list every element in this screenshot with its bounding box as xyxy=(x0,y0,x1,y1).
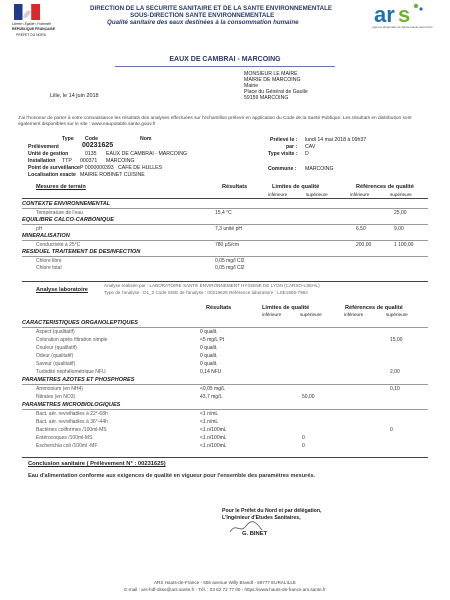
result-value: <0,05 mg/L xyxy=(200,386,226,392)
result-value: 0,14 NFU xyxy=(200,369,222,375)
param-name: Conductivité à 25°C xyxy=(36,242,81,248)
result-value: 43,7 mg/L xyxy=(200,394,223,400)
installation-nom: MARCOING xyxy=(106,158,135,164)
param-name: Nitrates (en NO3) xyxy=(36,394,76,400)
result-value: 0 qualit. xyxy=(200,361,218,367)
ref-sup: 0 xyxy=(390,427,393,433)
param-name: Escherichia coli /100ml -MF xyxy=(36,443,98,449)
unite-nom: EAUX DE CAMBRAI - MARCOING xyxy=(106,151,187,157)
logo-country: RÉPUBLIQUE FRANÇAISE xyxy=(12,27,55,31)
localisation-label: Localisation exacte xyxy=(28,172,76,178)
recipient-line: Place du Général de Gaulle xyxy=(244,89,308,95)
col-nom: Nom xyxy=(140,136,152,142)
page-title: EAUX DE CAMBRAI - MARCOING xyxy=(169,56,281,63)
prelevement-label: Prélèvement xyxy=(28,144,59,150)
section-title: RESIDUEL TRAITEMENT DE DESINFECTION xyxy=(22,249,141,255)
installation-label: Installation xyxy=(28,158,56,164)
result-value: 0 qualit. xyxy=(200,353,218,359)
par-value: CAV xyxy=(305,144,316,150)
limit-sup: 50,00 xyxy=(302,394,315,400)
signature-name: G. BINET xyxy=(242,531,268,537)
ref-sup: 0,10 xyxy=(390,386,400,392)
param-name: Entérocoques /100ml-MS xyxy=(36,435,93,441)
col-limits: Limites de qualité xyxy=(262,305,310,311)
result-value: 780 µS/cm xyxy=(215,242,240,248)
preleve-label: Prélevé le : xyxy=(270,137,298,143)
svg-text:ar: ar xyxy=(374,2,395,26)
result-value: 0 qualit. xyxy=(200,329,218,335)
labo-title: Analyse laboratoire xyxy=(36,287,88,293)
col-refs: Références de qualité xyxy=(356,184,414,190)
ref-sup: 1 100,00 xyxy=(394,242,414,248)
point-label: Point de surveillance xyxy=(28,165,80,171)
logo-motto: Liberté • Égalité • Fraternité xyxy=(12,22,51,26)
labo-line-2: Type de l'analyse : D1_2 Code SISE de l'analyse : 00219625 Référence laboratoire : LSE1805-7984 xyxy=(104,290,308,295)
param-name: Odeur (qualitatif) xyxy=(36,353,74,359)
param-name: pH xyxy=(36,226,43,232)
col-code: Code xyxy=(85,136,98,142)
col-type: Type xyxy=(62,136,74,142)
sub-sup: supérieure xyxy=(386,312,408,317)
param-name: Saveur (qualitatif) xyxy=(36,361,76,367)
republique-logo xyxy=(12,4,58,40)
header-line-3: Qualité sanitaire des eaux destinées à la consommation humaine xyxy=(107,19,299,26)
svg-text:s: s xyxy=(398,2,411,26)
signature-line-1: Pour le Préfet du Nord et par délégation, xyxy=(222,508,322,514)
sub-inf: inférieure xyxy=(344,312,364,317)
result-value: 7,3 unité pH xyxy=(215,226,242,232)
type-visite-value: D xyxy=(305,151,309,157)
recipient-line: Mairie xyxy=(244,83,259,89)
param-name: Aspect (qualitatif) xyxy=(36,329,75,335)
point-nom: CAFE DE HULLES xyxy=(118,165,163,171)
signature-line-2: L'Ingénieur d'Etudes Sanitaires, xyxy=(222,515,301,521)
limit-sup: 0 xyxy=(302,443,305,449)
recipient-address xyxy=(244,71,318,101)
result-value: <1 n/100mL xyxy=(200,435,227,441)
ref-sup: 15,00 xyxy=(390,337,403,343)
footer-line-1: ARS Hauts-de-France - 556 avenue Willy Brandt - 59777 EURALILLE xyxy=(154,580,296,585)
ref-inf: 6,50 xyxy=(356,226,366,232)
section-title: CARACTERISTIQUES ORGANOLEPTIQUES xyxy=(22,320,138,326)
recipient-line: 59159 MARCOING xyxy=(244,95,289,101)
commune-label: Commune : xyxy=(268,166,297,172)
ars-logo xyxy=(372,2,444,36)
recipient-line: MONSIEUR LE MAIRE xyxy=(244,71,298,77)
type-visite-label: Type visite : xyxy=(268,151,298,157)
param-name: Température de l'eau xyxy=(36,210,83,216)
section-title: PARAMETRES AZOTES ET PHOSPHORES xyxy=(22,377,135,383)
result-value: <1 n/100mL xyxy=(200,443,227,449)
unite-label: Unité de gestion xyxy=(28,151,69,157)
result-value: 0 qualit. xyxy=(200,345,218,351)
header-line-1: DIRECTION DE LA SECURITE SANITAIRE ET DE LA SANTE ENVIRONNEMENTALE xyxy=(90,5,333,12)
result-value: <1 n/mL xyxy=(200,411,219,417)
section-title: EQUILIBRE CALCO-CARBONIQUE xyxy=(22,217,114,223)
prelevement-value: 00231625 xyxy=(82,142,114,149)
ref-inf: 200,00 xyxy=(356,242,372,248)
param-name: Bactéries coliformes /100ml-MS xyxy=(36,427,107,433)
point-code: P 0000000393 xyxy=(80,165,114,171)
section-title: PARAMETRES MICROBIOLOGIQUES xyxy=(22,402,121,408)
param-name: Chlore libre xyxy=(36,258,62,264)
limit-sup: 0 xyxy=(302,435,305,441)
param-name: Coloration après filtration simple xyxy=(36,337,108,343)
conclusion-text: Eau d'alimentation conforme aux exigences de qualité en vigueur pour l'ensemble des paramètres mesurés. xyxy=(28,473,316,479)
result-value: <1 n/100mL xyxy=(200,427,227,433)
param-name: Turbidité néphélométrique NFU xyxy=(36,369,106,375)
ref-sup: 9,00 xyxy=(394,226,404,232)
preleve-value: lundi 14 mai 2018 à 09h37 xyxy=(305,137,367,143)
terrain-title: Mesures de terrain xyxy=(36,184,86,190)
result-value: 0,05 mg/l Cl2 xyxy=(215,258,245,264)
result-value: <5 mg/L Pt xyxy=(200,337,225,343)
sub-inf: inférieure xyxy=(350,192,370,197)
sub-sup: supérieure xyxy=(300,312,322,317)
par-label: par : xyxy=(286,144,298,150)
commune-value: MARCOING xyxy=(305,166,334,172)
param-name: Couleur (qualitatif) xyxy=(36,345,77,351)
conclusion-title: Conclusion sanitaire ( Prélèvement N° : 00231625) xyxy=(28,461,166,467)
unite-code: 0135 xyxy=(85,151,97,157)
sub-sup: supérieure xyxy=(306,192,328,197)
intro-text: J'ai l'honneur de porter à votre connaissance les résultats des analyses effectuées sur l'échantillon prélevé en application du Code de la Santé Publique. Les résultats en distribution sont également disponibles sur le site : www.eaupotable.sante.gouv.fr xyxy=(18,116,412,127)
header-line-2: SOUS-DIRECTION SANTE ENVIRONNEMENTALE xyxy=(130,12,275,19)
sub-sup: supérieure xyxy=(390,192,412,197)
param-name: Ammonium (en NH4) xyxy=(36,386,83,392)
section-title: MINERALISATION xyxy=(22,233,70,239)
col-results: Résultats xyxy=(222,184,248,190)
footer-line-2: E-mail : ars-hdf-dsse@ars.sante.fr - Tél. : 03 62 72 77 00 - https://www.hauts-de-france.ars.sante.fr xyxy=(124,587,326,592)
ref-sup: 25,00 xyxy=(394,210,407,216)
sub-inf: inférieure xyxy=(268,192,288,197)
labo-line-1: Analyse réalisée par : LABORATOIRE SANTE ENVIRONNEMENT HYGIENE DE LYON (CARSO-LSEHL) xyxy=(104,283,320,288)
result-value: <1 n/mL xyxy=(200,419,219,425)
logo-prefect: PRÉFET DU NORD xyxy=(16,33,47,37)
localisation-value: MAIRIE ROBINET CUISINE xyxy=(80,172,145,178)
col-limits: Limites de qualité xyxy=(272,184,320,190)
result-value: 15,4 °C xyxy=(215,210,232,216)
place-date: Lille, le 14 juin 2018 xyxy=(50,93,99,99)
ars-mark-icon xyxy=(372,2,432,26)
col-refs: Références de qualité xyxy=(345,305,403,311)
param-name: Bact. aér. revivifiables à 22°-68h xyxy=(36,411,108,417)
marianne-icon xyxy=(14,4,40,20)
installation-type: TTP xyxy=(62,158,72,164)
result-value: 0,05 mg/l Cl2 xyxy=(215,265,245,271)
param-name: Chlore total xyxy=(36,265,62,271)
recipient-line: MAIRIE DE MARCOING xyxy=(244,77,301,83)
ref-sup: 2,00 xyxy=(390,369,400,375)
sub-inf: inférieure xyxy=(262,312,282,317)
section-title: CONTEXTE ENVIRONNEMENTAL xyxy=(22,201,111,207)
installation-code: 000371 xyxy=(80,158,98,164)
col-results: Résultats xyxy=(206,305,232,311)
ars-subtitle: Agence Régionale de Santé Hauts-de-France xyxy=(372,25,433,29)
param-name: Bact. aér. revivifiables à 36°-44h xyxy=(36,419,108,425)
